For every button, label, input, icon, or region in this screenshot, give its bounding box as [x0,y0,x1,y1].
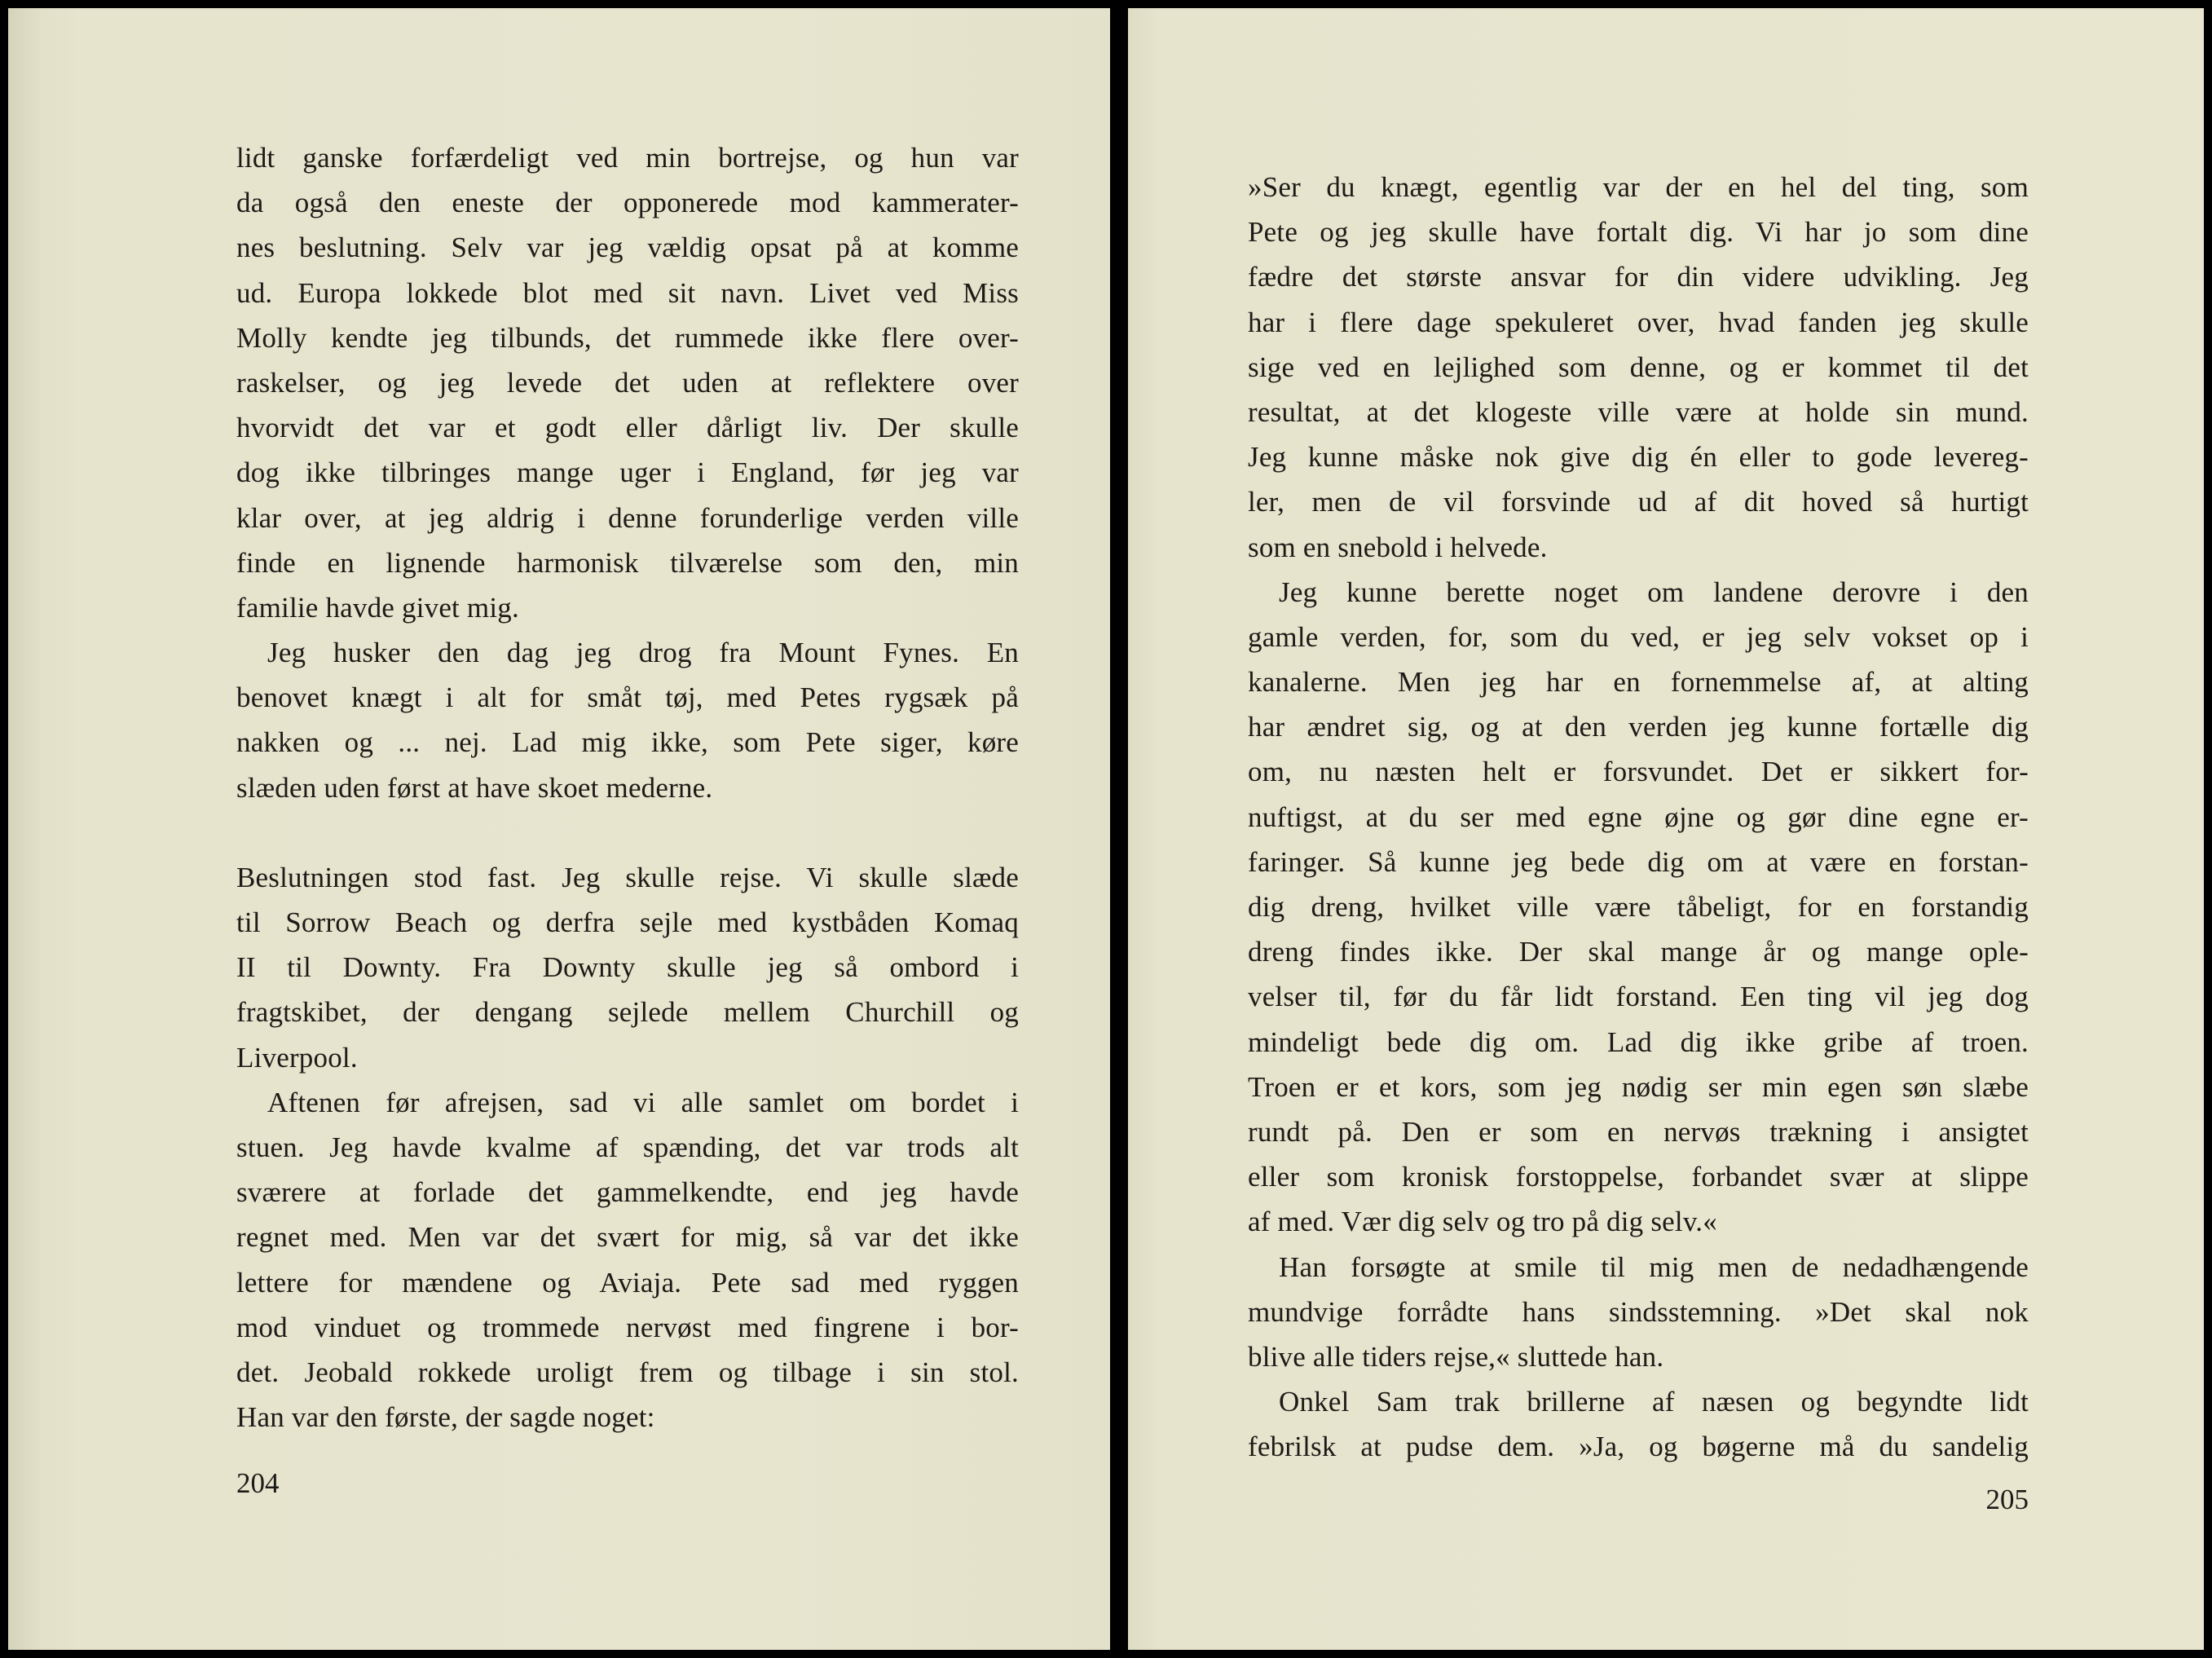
left-page-text [236,135,1019,1440]
section-break [236,810,1019,855]
text-line: rundt på. Den er som en nervøs trækning i ansigtet [1248,1115,2029,1148]
text-line: Han var den første, der sagde noget: [236,1401,655,1434]
right-page [1128,8,2204,1650]
text-line: II til Downty. Fra Downty skulle jeg så ombord i [236,951,1019,984]
text-line: Onkel Sam trak brillerne af næsen og begyndte lidt [1279,1386,2029,1418]
text-line: har i flere dage spekuleret over, hvad fanden jeg skulle [1248,306,2029,338]
text-line: nes beslutning. Selv var jeg vældig opsat på at komme [236,232,1019,264]
text-line: Molly kendte jeg tilbunds, det rummede ikke flere over- [236,321,1019,354]
text-line: raskelser, og jeg levede det uden at reflektere over [236,366,1019,399]
text-line: benovet knægt i alt for småt tøj, med Petes rygsæk på [236,681,1019,714]
text-line: lidt ganske forfærdeligt ved min bortrejse, og hun var [236,142,1019,174]
left-page [8,8,1110,1650]
text-line: eller som kronisk forstoppelse, forbandet svær at slippe [1248,1161,2029,1193]
text-line: mundvige forrådte hans sindsstemning. »Det skal nok [1248,1295,2029,1328]
page-number: 204 [236,1467,280,1499]
text-line: Pete og jeg skulle have fortalt dig. Vi har jo som dine [1248,216,2029,249]
text-line: familie havde givet mig. [236,591,519,624]
text-line: Liverpool. [236,1041,358,1074]
text-line: mod vinduet og trommede nervøst med fingrene i bor- [236,1311,1019,1343]
text-line: Jeg kunne måske nok give dig én eller to gode levereg- [1248,441,2029,474]
text-line: stuen. Jeg havde kvalme af spænding, det var trods alt [236,1131,1019,1163]
text-line: slæden uden først at have skoet mederne. [236,771,713,804]
text-line: hvorvidt det var et godt eller dårligt liv. Der skulle [236,412,1019,444]
text-line: faringer. Så kunne jeg bede dig om at være en forstan- [1248,845,2029,878]
text-line: af med. Vær dig selv og tro på dig selv.« [1248,1206,1717,1238]
text-line: nakken og ... nej. Lad mig ikke, som Pete siger, køre [236,726,1019,759]
text-line: mindeligt bede dig om. Lad dig ikke gribe af troen. [1248,1025,2029,1058]
text-line: fragtskibet, der dengang sejlede mellem Churchill og [236,996,1019,1029]
text-line: Jeg kunne berette noget om landene derovre i den [1279,575,2029,608]
text-line: Aftenen før afrejsen, sad vi alle samlet om bordet i [267,1086,1019,1118]
text-line: dog ikke tilbringes mange uger i England, før jeg var [236,456,1019,489]
text-line: har ændret sig, og at den verden jeg kunne fortælle dig [1248,711,2029,743]
text-line: til Sorrow Beach og derfra sejle med kystbåden Komaq [236,906,1019,938]
text-line: dig dreng, hvilket ville være tåbeligt, for en forstandig [1248,891,2029,923]
text-line: som en snebold i helvede. [1248,531,1548,563]
text-line: dreng findes ikke. Der skal mange år og mange ople- [1248,936,2029,968]
text-line: kanalerne. Men jeg har en fornemmelse af, at alting [1248,666,2029,699]
text-line: blive alle tiders rejse,« sluttede han. [1248,1340,1664,1373]
text-line: regnet med. Men var det svært for mig, så var det ikke [236,1221,1019,1254]
text-line: klar over, at jeg aldrig i denne forunderlige verden ville [236,501,1019,534]
text-line: gamle verden, for, som du ved, er jeg selv vokset op i [1248,620,2029,653]
text-line: Troen er et kors, som jeg nødig ser min egen søn slæbe [1248,1070,2029,1103]
right-page-text [1248,165,2029,1469]
text-line: sværere at forlade det gammelkendte, end jeg havde [236,1176,1019,1209]
text-line: velser til, før du får lidt forstand. Een ting vil jeg dog [1248,981,2029,1013]
text-line: nuftigst, at du ser med egne øjne og gør dine egne er- [1248,800,2029,833]
text-line: Han forsøgte at smile til mig men de nedadhængende [1279,1250,2029,1283]
text-line: »Ser du knægt, egentlig var der en hel del ting, som [1248,171,2029,203]
text-line: Beslutningen stod fast. Jeg skulle rejse. Vi skulle slæde [236,861,1019,893]
text-line: ler, men de vil forsvinde ud af dit hoved så hurtigt [1248,486,2029,518]
text-line: febrilsk at pudse dem. »Ja, og bøgerne må du sandelig [1248,1431,2029,1463]
text-line: Jeg husker den dag jeg drog fra Mount Fynes. En [267,637,1019,669]
text-line: finde en lignende harmonisk tilværelse som den, min [236,546,1019,579]
text-line: da også den eneste der opponerede mod kammerater- [236,187,1019,219]
text-line: ud. Europa lokkede blot med sit navn. Livet ved Miss [236,276,1019,309]
text-line: sige ved en lejlighed som denne, og er kommet til det [1248,351,2029,383]
text-line: det. Jeobald rokkede uroligt frem og tilbage i sin stol. [236,1356,1019,1388]
page-number: 205 [1985,1484,2029,1515]
text-line: resultat, at det klogeste ville være at holde sin mund. [1248,395,2029,428]
text-line: fædre det største ansvar for din videre udvikling. Jeg [1248,261,2029,293]
text-line: lettere for mændene og Aviaja. Pete sad med ryggen [236,1266,1019,1299]
text-line: om, nu næsten helt er forsvundet. Det er sikkert for- [1248,756,2029,788]
